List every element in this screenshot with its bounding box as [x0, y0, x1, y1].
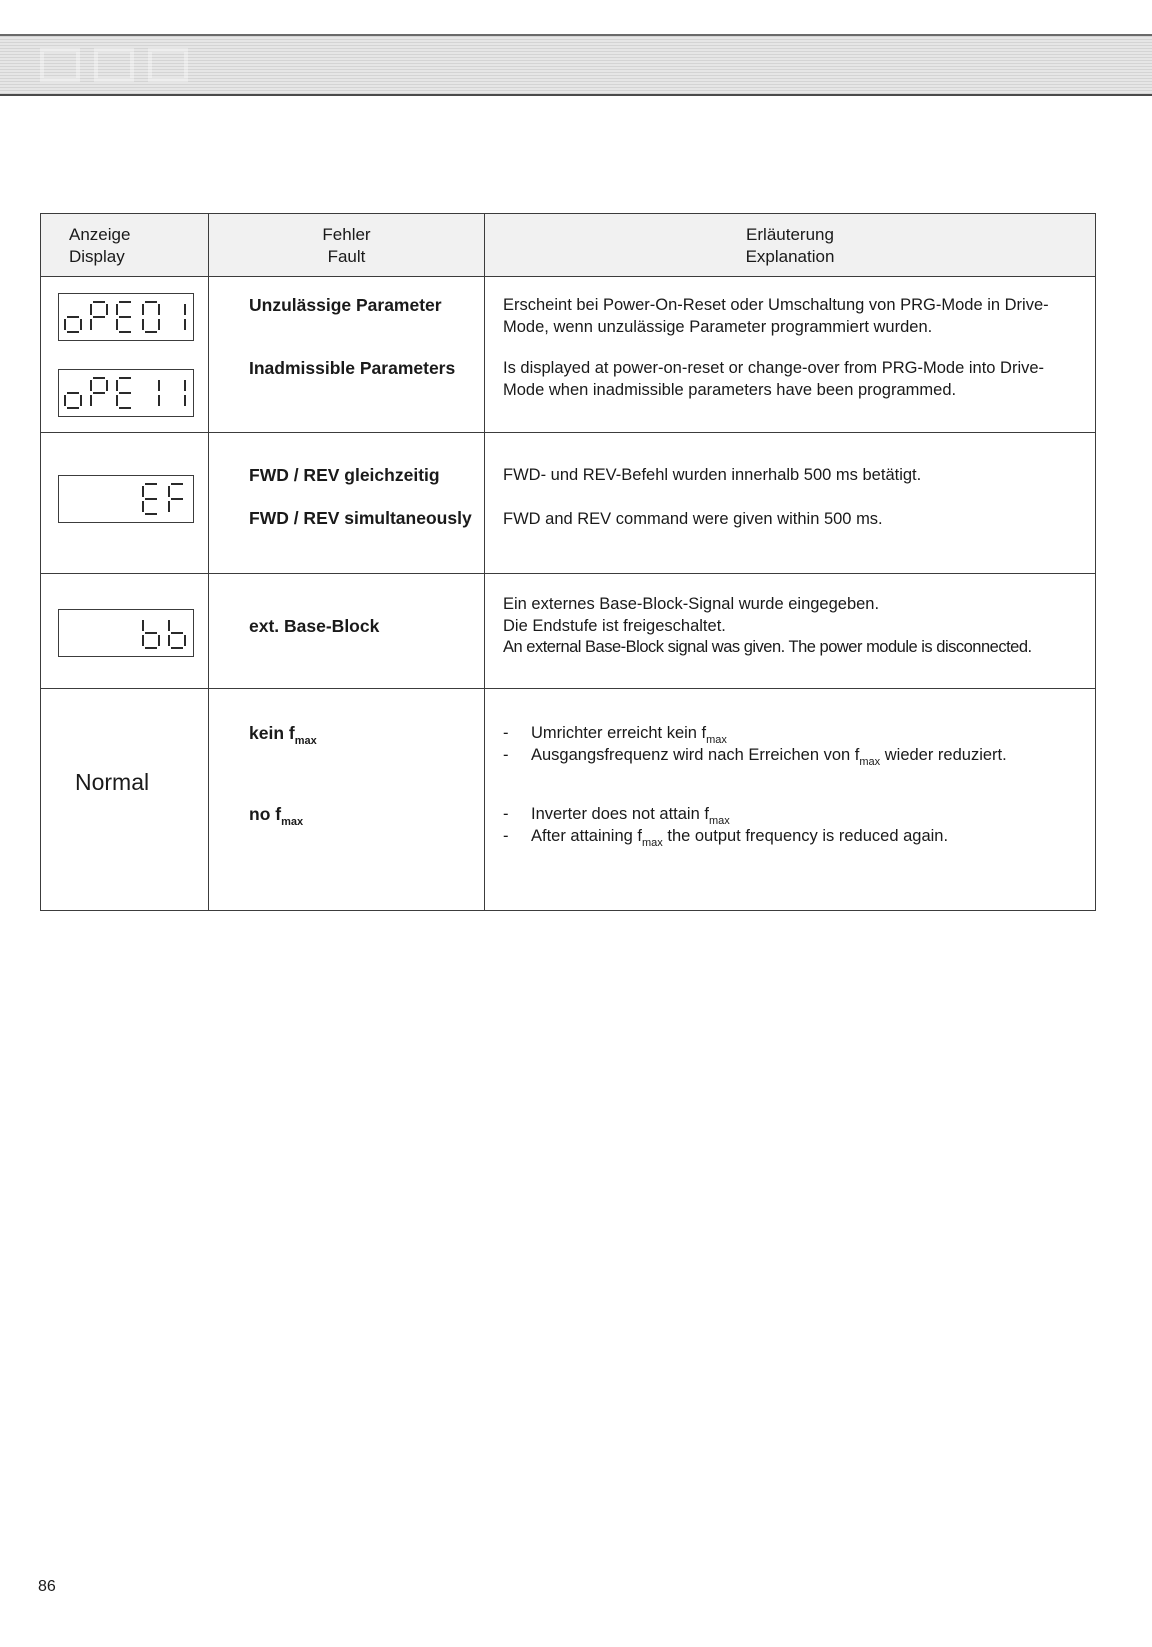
list-item: - Umrichter erreicht kein $f_{max}$	[503, 724, 727, 746]
lcd-display-ope11	[58, 369, 194, 417]
fault-de: Unzulässige Parameter	[249, 295, 442, 315]
table-row	[41, 277, 1096, 433]
fault-en: Inadmissible Parameters	[249, 358, 456, 378]
table-header-row	[41, 214, 1096, 277]
list-item: - Ausgangsfrequenz wird nach Erreichen von $f_{max}$ wieder reduziert.	[503, 745, 1007, 768]
fault-cell	[209, 433, 485, 574]
company-logo	[40, 46, 190, 84]
fault-table	[40, 213, 1096, 911]
table-row	[41, 689, 1096, 911]
fault-cell	[209, 277, 485, 433]
header-band	[0, 34, 1152, 96]
explanation-en: FWD and REV command were given within 500 ms.	[503, 509, 883, 528]
fault-label: ext. Base-Block	[249, 616, 380, 636]
explanation-line: An external Base-Block signal was given. The power module is disconnected.	[503, 638, 1032, 656]
explanation-cell	[485, 277, 1096, 433]
explanation-cell	[485, 689, 1096, 911]
explanation-en: Is displayed at power-on-reset or change-over from PRG-Mode into Drive-Mode when inadmissible parameters have been programmed.	[503, 359, 1045, 399]
explanation-de: Erscheint bei Power-On-Reset oder Umschaltung von PRG-Mode in Drive-Mode, wenn unzulässige Parameter programmiert wurden.	[503, 296, 1049, 336]
list-item: - After attaining $f_{max}$ the output frequency is reduced again.	[503, 826, 949, 849]
header-display	[41, 214, 209, 277]
display-cell	[41, 277, 209, 433]
fault-en: no $f_{max}$	[249, 804, 304, 828]
lcd-display-ope01	[58, 293, 194, 341]
header-explanation	[485, 214, 1096, 277]
normal-display-label: Normal	[75, 769, 150, 795]
header-display-de: Anzeige	[69, 225, 131, 244]
header-fault-en: Fault	[327, 247, 366, 266]
fault-en: FWD / REV simultaneously	[249, 508, 472, 528]
lcd-display-bb	[58, 609, 194, 657]
table-row	[41, 574, 1096, 689]
explanation-de: FWD- und REV-Befehl wurden innerhalb 500 ms betätigt.	[503, 466, 922, 484]
list-item: - Inverter does not attain $f_{max}$	[503, 805, 730, 827]
explanation-cell	[485, 433, 1096, 574]
header-explanation-de: Erläuterung	[746, 225, 834, 244]
lcd-display-ef	[58, 475, 194, 523]
fault-de: FWD / REV gleichzeitig	[249, 465, 440, 485]
fault-cell	[209, 574, 485, 689]
display-cell	[41, 433, 209, 574]
header-fault	[209, 214, 485, 277]
table-row	[41, 433, 1096, 574]
explanation-line: Ein externes Base-Block-Signal wurde eingegeben.	[503, 595, 880, 613]
display-cell	[41, 689, 209, 911]
header-explanation-en: Explanation	[745, 247, 835, 266]
explanation-line: Die Endstufe ist freigeschaltet.	[503, 616, 726, 635]
explanation-cell	[485, 574, 1096, 689]
header-display-en: Display	[69, 247, 125, 266]
fault-de: kein $f_{max}$	[249, 723, 317, 747]
display-cell	[41, 574, 209, 689]
page-number: 86	[38, 1578, 56, 1595]
fault-cell	[209, 689, 485, 911]
header-fault-de: Fehler	[322, 225, 371, 244]
